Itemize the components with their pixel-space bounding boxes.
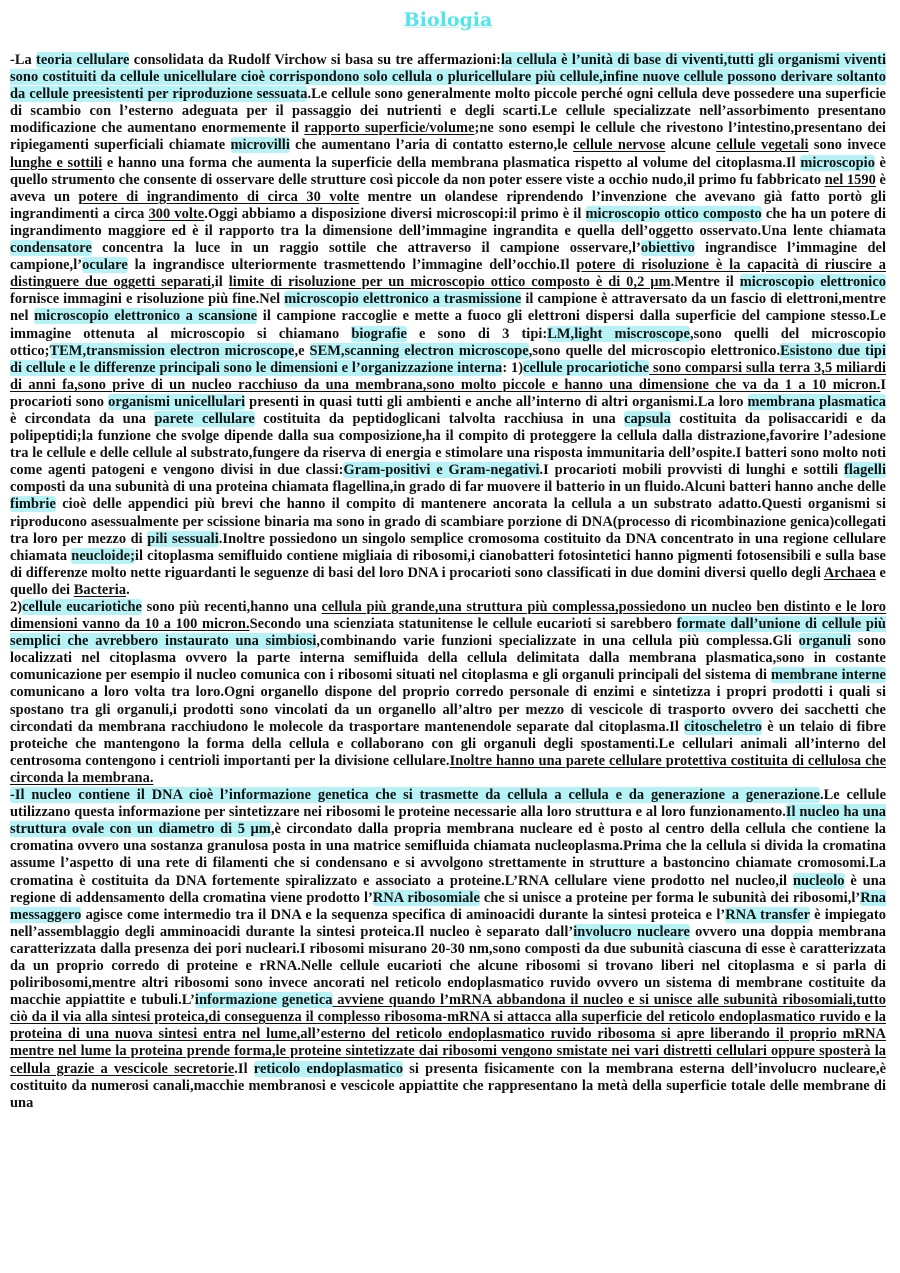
text-run: è quello strumento che consente di osservare delle strutture così piccole da non poter essere viste a occhio nudo,il primo fu fabbricato (10, 154, 886, 188)
text-run: ,sono quelli del microscopio ottico; (10, 325, 886, 359)
highlighted-term: reticolo endoplasmatico (253, 1060, 404, 1077)
text-run: ovvero una doppia membrana caratterizzata dalla presenza dei pori nucleari.I ribosomi misurano 20-30 nm,sono composti da due subunità ciascuna di esse è caratterizzata da un proprio corredo di proteine e rRNA.Nelle cellule eucarioti che alcune ribosomi si trovano liberi nel citoplasma e si parla di poliribosomi,mentre altri ribosomi sono invece ancorati nel reticolo endoplasmatico ruvido ovvero un sistema di membrane costituite da macchie appiattite e tubuli.L’ (10, 923, 886, 1009)
highlighted-term: organuli (798, 633, 852, 650)
text-run: il campione è attraversato da un fascio di elettroni,mentre nel (10, 291, 886, 325)
underlined-text: cellula più grande (321, 599, 435, 615)
text-run: è circondata da una (10, 410, 155, 427)
text-run: sono più recenti,hanno una (141, 599, 322, 615)
text-run: comunicano a loro volta tra loro.Ogni organello dispone del proprio corredo personale di enzimi e sintetizza i propri prodotti i quali si spostano tra gli organuli,i prodotti sono vincolati da un organello all’altro per mezzo di vescicole di trasporto ovvero dei sacchetti che circondati da membrana racchiudono le molecole da trasportare mantenendole separate dal citoplasma.Il (10, 684, 886, 735)
text-run: ,il (211, 274, 229, 291)
underlined-text: lunghe e sottili (10, 154, 103, 171)
paragraph-intro (10, 52, 886, 599)
underlined-text: avviene quando l’mRNA abbandona il nucleo e si unisce alle subunità ribosomiali,tutto ciò da il via alla sintesi proteica,di conseguenza il complesso ribosoma-mRNA si attacca alla superficie del reticolo endoplasmatico ruvido e la proteina di una nuova sintesi entra nel lume,all’esterno del reticolo endoplasmatico ruvido ribosoma si apre liberando il proprio mRNA mentre nel lume la proteina prende forma, (10, 992, 886, 1060)
text-run: alcune (665, 137, 717, 154)
text-run: .Le cellule sono generalmente molto piccole perché ogni cellula deve possedere una superficie di scambio con l’esterno adeguata per il passaggio dei nutrienti e degli scarti.Le cellule specializzate nell’assorbimento presentano modificazione che aumentano enormemente il (10, 86, 886, 137)
highlighted-term: nucleolo (792, 872, 845, 889)
underlined-text: cellule vegetali (716, 137, 809, 154)
highlighted-term: obiettivo (640, 240, 695, 257)
text-run: cioè delle appendici più brevi che hanno il compito di mantenere ancorata la cellula a un substrato adatto.Questi organismi si riproducono asessualmente per scissione binaria ma sono in grado di scambiare porzione di DNA(processo di ricombinazione genica)collegati tra loro per mezzo di (10, 496, 886, 547)
underlined-text: Bacteria (73, 581, 127, 598)
text-run: .Mentre il (670, 274, 740, 291)
highlighted-term: Gram-positivi e Gram-negativi (343, 462, 540, 479)
text-run: .Il (234, 1060, 254, 1077)
underlined-text: le proteine sintetizzate dai ribosomi vengono smistate nei vari distretti cellulari oppure sposterà la cellula grazie a vescicole secretorie (10, 1043, 886, 1077)
text-run: ,sono quelle del microscopio elettronico. (528, 342, 781, 359)
highlighted-term: RNA ribosomiale (372, 889, 480, 906)
text-run: -La (10, 52, 37, 68)
highlighted-term: flagelli (844, 462, 886, 479)
text-run: costituita da polisaccaridi e da polipeptidi;la funzione che svolge dipende dalla sua composizione,ha il compito di proteggere la cellula dalla distrazione,favorire l’adesione tra le cellule e delle cellule al substrato,fungere da riserva di energia e stimolare una risposta immunitaria dell’ospite.I batteri sono molto noti come agenti patogeni e vengono divisi in due classi: (10, 410, 886, 479)
highlighted-term: oculare (82, 257, 128, 274)
underlined-text: Archaea (823, 564, 876, 581)
highlighted-term: parete cellulare (154, 410, 255, 427)
text-run: sono invece (808, 137, 886, 154)
text-run: mentre un olandese riprendendo l’invenzione che avevano già fatto portò gli ingrandimenti a circa (10, 188, 886, 222)
text-run: il citoplasma semifluido contiene migliaia di ribosomi,i cianobatteri fotosintetici hanno pigmenti fotosensibili e sulla base di differenze molto nette riguardanti le seguenze di basi del loro DNA i procarioti sono classificati in due domini diversi quello degli (10, 547, 886, 581)
underlined-text: potere di risoluzione è la capacità di riuscire a distinguere due oggetti separati (10, 257, 886, 291)
highlighted-term: -Il nucleo contiene il DNA cioè l’informazione genetica che si trasmette da cellula a cellula e da generazione a generazione (10, 787, 820, 804)
underlined-text: Inoltre hanno una parete cellulare protettiva costituita di cellulosa che circonda la membrana. (10, 752, 887, 786)
text-run: Secondo una scienziata statunitense le cellule eucarioti si sarebbero (249, 616, 677, 633)
text-run: si presenta fisicamente con la membrana esterna dell’involucro nucleare,è costituito da numerosi canali,macchie membranosi e vescicole appiattite che rappresentano la metà della superficie totale delle membrane di una (10, 1060, 887, 1111)
highlighted-term: microscopio elettronico (739, 274, 887, 291)
text-run: che si unisce a proteine per forma le subunità dei ribosomi,l’ (479, 889, 861, 906)
highlighted-term: Esistono due tipi di cellule e le differenze principali sono le dimensioni e l’organizzazione interna (10, 342, 887, 376)
paragraph-nucleus (10, 787, 886, 1112)
highlighted-term: microscopio (800, 154, 875, 171)
highlighted-term: microscopio ottico composto (585, 205, 762, 222)
highlighted-term: microvilli (230, 137, 290, 154)
highlighted-term: LM,light miscroscope (547, 325, 690, 342)
text-run: : 1) (502, 359, 524, 376)
underlined-text: ,una struttura più complessa,possiedono un nucleo ben distinto e le loro dimensioni vanno da 10 a 100 micron. (10, 599, 886, 633)
text-run: che ha un potere di ingrandimento maggiore ed è il rapporto tra la dimensione dell’immagine ingrandita e quella dell’oggetto osservato.Una lente chiamata (10, 205, 887, 239)
highlighted-term: citoscheletro (684, 718, 763, 735)
paragraph-eukaryotic (10, 599, 886, 787)
highlighted-term: pili sessuali (147, 530, 219, 547)
text-run: costituita da peptidoglicani talvolta racchiusa in una (254, 410, 625, 427)
page-title: Biologia (403, 9, 493, 31)
text-run: 2) (10, 599, 23, 615)
highlighted-term: condensatore (10, 240, 92, 257)
text-run: composti da una subunità di una proteina chiamata flagellina,in grado di far muovere il batterio in un fluido.Alcuni batteri hanno anche delle (10, 479, 886, 496)
text-run: .I procarioti mobili provvisti di lunghi e sottili (539, 462, 845, 479)
text-run: la ingrandisce ulteriormente trasmettendo l’immagine dell’occhio.Il (127, 257, 577, 274)
underlined-text: nel 1590 (824, 171, 876, 188)
text-run: e sono di 3 tipi: (406, 325, 548, 342)
underlined-text: rapporto superficie/volume (304, 120, 475, 137)
text-run: presenti in quasi tutti gli ambienti e anche all’interno di altri organismi.La loro (245, 393, 748, 410)
text-run: consolidata da Rudolf Virchow si basa su tre affermazioni: (129, 52, 501, 68)
highlighted-term: RNA transfer (725, 906, 810, 923)
underlined-text: potere di ingrandimento di circa 30 volte (78, 188, 360, 205)
highlighted-term: fimbrie (10, 496, 56, 513)
highlighted-term: formate dall’unione di cellule più semplici che avrebbero instaurato una simbiosi (10, 616, 886, 650)
highlighted-term: microscopio elettronico a scansione (34, 308, 258, 325)
highlighted-term: capsula (624, 410, 671, 427)
text-run: ;ne sono esempi le cellule che rivestono l’intestino,presentano dei ripiegamenti superficiali chiamate (10, 120, 886, 154)
highlighted-term: microscopio elettronico a trasmissione (284, 291, 522, 308)
text-run: .Inoltre possiedono un singolo semplice cromosoma costituito da DNA concentrato in una regione cellulare chiamata (10, 530, 886, 564)
highlighted-term: la cellula è l’unità di base di viventi,tutti gli organismi viventi sono costituiti da cellule unicellulare cioè corrispondono solo cellula o pluricellulare più cellule,infine nuove cellule possono derivare soltanto da cellule preesistenti per riproduzione sessuata (10, 52, 886, 103)
highlighted-term: neucloide; (71, 547, 135, 564)
text-run: .Oggi abbiamo a disposizione diversi microscopi:il primo è il (204, 205, 586, 222)
text-run: e quello dei (10, 564, 886, 598)
text-run: è impiegato nell’assemblaggio degli amminoacidi durante la sintesi proteica.Il nucleo è separato dall’ (10, 906, 886, 940)
text-run: fornisce immagini e risoluzione più fine.Nel (10, 291, 285, 308)
text-run: che aumentano l’aria di contatto esterno,le (289, 137, 574, 154)
highlighted-term: informazione genetica (194, 992, 333, 1009)
highlighted-term: Il nucleo ha una struttura ovale con un diametro di 5 µm (10, 804, 886, 838)
highlighted-term: SEM,scanning electron microscope (309, 342, 529, 359)
highlighted-term: cellule eucariotiche (22, 599, 142, 615)
highlighted-term: TEM,transmission electron microscope (49, 342, 295, 359)
highlighted-term: membrane interne (771, 667, 886, 684)
text-run: è un telaio di fibre proteiche che mantengono la forma della cellula e collaborano con gli organuli degli spostamenti.Le cellulari animali all’interno del centrosoma contengono i centrioli importanti per la divisione cellulare. (10, 718, 886, 769)
text-run: concentra la luce in un raggio sottile che attraverso il campione osservare,l’ (91, 240, 641, 257)
text-run: ,combinando varie funzioni specializzate in una cellula più complessa.Gli (316, 633, 799, 650)
highlighted-term: teoria cellulare (36, 52, 130, 68)
text-run: I procarioti sono (10, 376, 886, 410)
highlighted-term: organismi unicellulari (108, 393, 246, 410)
highlighted-term: involucro nucleare (573, 923, 690, 940)
underlined-text: limite di risoluzione per un microscopio ottico composto è di 0,2 µm (228, 274, 671, 291)
document-body (10, 52, 886, 1112)
highlighted-term: cellule procariotiche (523, 359, 650, 376)
text-run: è aveva un (10, 171, 886, 205)
text-run: il campione raccoglie e mette a fuoco gli elettroni dispersi dalla superficie del campione stesso.Le immagine ottenuta al microscopio si chiamano (10, 308, 887, 342)
text-run: e hanno una forma che aumenta la superficie della membrana plasmatica rispetto al volume del citoplasma.Il (102, 154, 801, 171)
underlined-text: cellule nervose (573, 137, 666, 154)
underlined-text: 300 volte (148, 205, 205, 222)
highlighted-term: biografie (351, 325, 407, 342)
text-run: .Le cellule utilizzano questa informazione per sintetizzare nei ribosomi le proteine necessarie alla loro struttura e al loro funzionamento. (10, 787, 887, 821)
text-run: ,e (294, 342, 310, 359)
text-run: ,è circondato dalla propria membrana nucleare ed è posto al centro della cellula che contiene la cromatina ovvero una sostanza granulosa posta in una matrice semifluida chiamata nucleoplasma.Prima che la cellula si divida la cromatina assume l’aspetto di una rete di filamenti che si condensano e si avvolgono strettamente in strutture a bastoncino chiamate cromosomi.La cromatina è costituita da DNA fortemente spiralizzato e associato a proteine.L’RNA cellulare viene prodotto nel nucleo,il (10, 821, 886, 889)
text-run: ingrandisce l’immagine del campione,l’ (10, 240, 887, 274)
text-run: sono localizzati nel citoplasma ovvero la parte interna semifluida della cellula delimitata dalla membrana plasmatica,sono in costante comunicazione per esempio il nucleo comunica con i ribosomi situati nel citoplasma e gli organuli principali del sistema di (10, 633, 887, 684)
text-run: agisce come intermedio tra il DNA e la sequenza specifica di aminoacidi durante la sintesi proteica e l’ (81, 906, 726, 923)
text-run: . (126, 581, 130, 598)
text-run: è una regione di addensamento della cromatina viene prodotto l’ (10, 872, 886, 906)
underlined-text: sono comparsi sulla terra 3,5 miliardi di anni fa,sono prive di un nucleo racchiuso da una membrana,sono molto piccole e hanno una dimensione che va da 1 a 10 micron. (10, 359, 886, 393)
highlighted-term: Rna messaggero (10, 889, 886, 923)
highlighted-term: membrana plasmatica (747, 393, 886, 410)
